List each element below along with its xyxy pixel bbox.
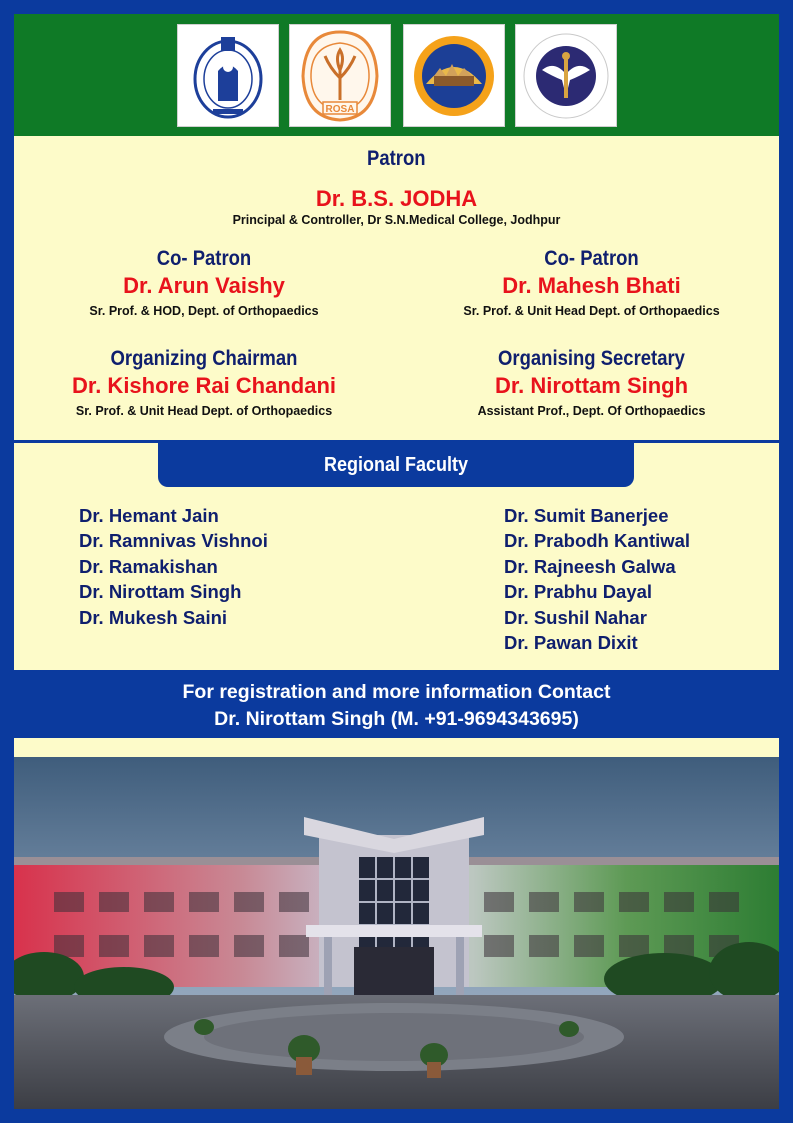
faculty-member: Dr. Sushil Nahar [504,606,647,628]
organizing-chairman-desc: Sr. Prof. & Unit Head Dept. of Orthopaedics [75,404,333,418]
logo-bar [14,14,779,136]
regional-faculty-title: Regional Faculty [323,453,469,476]
faculty-member: Dr. Mukesh Saini [79,606,228,628]
co-patron-name: Dr. Mahesh Bhati [502,273,681,298]
orthopaedic-society-logo-icon [403,24,505,127]
svg-text:ROSA: ROSA [325,104,355,115]
emblem-icon [177,24,279,127]
faculty-member: Dr. Pawan Dixit [504,632,638,654]
organising-secretary-desc: Assistant Prof., Dept. Of Orthopaedics [477,404,706,418]
photo-border [14,738,779,757]
co-patron-role: Co- Patron [156,247,252,270]
faculty-member: Dr. Prabhu Dayal [504,581,653,603]
rosa-logo-icon [289,24,391,127]
co-patron-desc: Sr. Prof. & Unit Head Dept. of Orthopaedics [463,304,720,318]
patron-desc: Principal & Controller, Dr S.N.Medical College, Jodhpur [232,213,561,227]
patron-name: Dr. B.S. JODHA [315,186,478,211]
organising-secretary-role: Organising Secretary [498,347,685,370]
organizing-chairman-name: Dr. Kishore Rai Chandani [71,373,337,398]
organising-secretary-name: Dr. Nirottam Singh [494,373,689,398]
officials-panel [14,136,779,440]
contact-line-2: Dr. Nirottam Singh (M. +91-9694343695) [214,708,579,730]
faculty-list-left [79,503,268,630]
faculty-list-right [504,503,690,655]
faculty-member: Dr. Ramnivas Vishnoi [79,530,268,552]
contact-block [0,679,793,733]
faculty-member: Dr. Rajneesh Galwa [504,555,676,577]
co-patron-name: Dr. Arun Vaishy [123,273,285,298]
organizing-chairman-role: Organizing Chairman [110,347,298,370]
college-building-photo [14,757,779,1109]
faculty-member: Dr. Sumit Banerjee [504,505,669,526]
regional-faculty-heading [158,443,634,487]
medical-college-logo-icon [515,24,617,127]
faculty-member: Dr. Prabodh Kantiwal [504,530,691,552]
faculty-member: Dr. Ramakishan [79,555,218,577]
faculty-member: Dr. Hemant Jain [79,505,219,526]
co-patron-desc: Sr. Prof. & HOD, Dept. of Orthopaedics [89,304,319,318]
faculty-member: Dr. Nirottam Singh [79,581,242,603]
co-patron-role: Co- Patron [544,247,639,270]
contact-line-1: For registration and more information Contact [182,681,611,703]
patron-role: Patron [367,147,426,170]
